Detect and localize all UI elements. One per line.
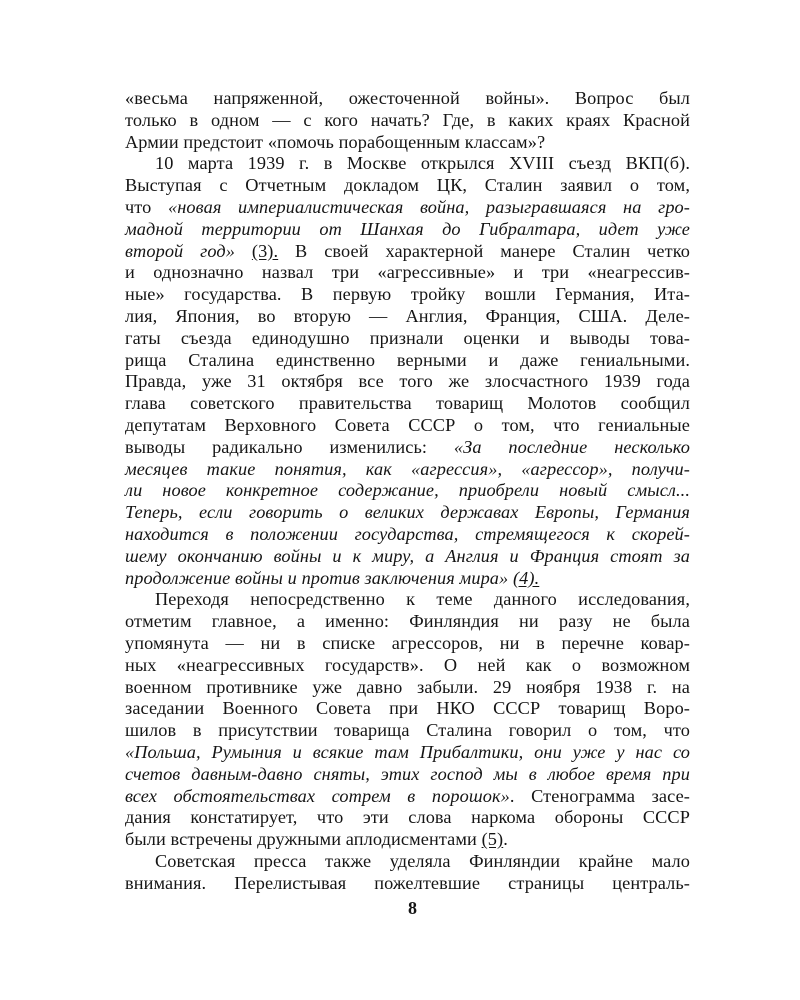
text-line bbox=[125, 546, 690, 568]
text-line bbox=[125, 589, 690, 611]
text-line bbox=[125, 415, 690, 437]
text-line bbox=[125, 568, 690, 590]
text-block bbox=[125, 88, 690, 894]
text-run: ные» государства. В первую тройку вошли Германия, Ита- bbox=[125, 284, 690, 305]
text-run: мадной территории от Шанхая до Гибралтара, идет уже bbox=[125, 218, 690, 239]
text-run: продолжение войны и против заключения мира» bbox=[125, 567, 513, 588]
text-line bbox=[125, 524, 690, 546]
text-line bbox=[125, 611, 690, 633]
text-line bbox=[125, 110, 690, 132]
text-line bbox=[125, 262, 690, 284]
text-run: дания констатирует, что эти слова наркома обороны СССР bbox=[125, 807, 690, 828]
text-run: 10 марта 1939 г. в Москве открылся XVIII съезд ВКП(б). bbox=[155, 153, 690, 174]
text-line bbox=[125, 807, 690, 829]
text-line bbox=[125, 633, 690, 655]
text-run: ли новое конкретное содержание, приобрели новый смысл... bbox=[125, 480, 690, 501]
text-run: отметим главное, а именно: Финляндия ни разу не была bbox=[125, 611, 690, 632]
text-line bbox=[125, 175, 690, 197]
text-line bbox=[125, 241, 690, 263]
text-line bbox=[125, 284, 690, 306]
footnote-link[interactable]: (4). bbox=[512, 567, 540, 588]
text-run: заседании Военного Совета при НКО СССР товарищ Воро- bbox=[125, 698, 690, 719]
footnote-link[interactable]: (3). bbox=[251, 240, 279, 261]
text-line bbox=[125, 698, 690, 720]
text-line bbox=[125, 720, 690, 742]
text-run: Теперь, если говорить о великих державах Европы, Германия bbox=[125, 502, 690, 523]
text-run: Армии предстоит «помочь порабощенным классам»? bbox=[125, 131, 546, 152]
text-line bbox=[125, 873, 690, 895]
text-line bbox=[125, 153, 690, 175]
text-run: выводы радикально изменились: bbox=[125, 436, 454, 457]
text-run: Правда, уже 31 октября все того же злосчастного 1939 года bbox=[125, 371, 690, 392]
text-line bbox=[125, 829, 690, 851]
text-line bbox=[125, 371, 690, 393]
text-line bbox=[125, 459, 690, 481]
text-line bbox=[125, 350, 690, 372]
text-line bbox=[125, 764, 690, 786]
text-run: второй год» bbox=[125, 240, 252, 261]
text-line bbox=[125, 742, 690, 764]
text-run: «За последние несколько bbox=[453, 436, 690, 457]
text-run: Переходя непосредственно к теме данного исследования, bbox=[155, 589, 690, 610]
text-run: были встречены дружными аплодисментами bbox=[125, 829, 482, 850]
text-run: . Стенограмма засе- bbox=[509, 785, 690, 806]
text-run: внимания. Перелистывая пожелтевшие страницы централь- bbox=[125, 872, 690, 893]
text-line bbox=[125, 655, 690, 677]
text-run: депутатам Верховного Совета СССР о том, что гениальные bbox=[125, 414, 690, 435]
text-line bbox=[125, 219, 690, 241]
text-run: счетов давным-давно сняты, этих господ мы в любое время при bbox=[125, 763, 690, 784]
text-line bbox=[125, 132, 690, 154]
text-run: военном противнике уже давно забыли. 29 ноября 1938 г. на bbox=[125, 676, 690, 697]
text-run: упомянута — ни в списке агрессоров, ни в перечне ковар- bbox=[125, 632, 690, 653]
footnote-link[interactable]: (5) bbox=[481, 829, 504, 850]
text-line bbox=[125, 393, 690, 415]
text-run: В своей характерной манере Сталин четко bbox=[278, 240, 690, 261]
text-run: Выступая с Отчетным докладом ЦК, Сталин заявил о том, bbox=[125, 175, 690, 196]
text-line bbox=[125, 480, 690, 502]
text-run: . bbox=[503, 829, 508, 850]
text-run: шему окончанию войны и к миру, а Англия и Франция стоят за bbox=[125, 545, 690, 566]
text-line bbox=[125, 88, 690, 110]
text-run: и однозначно назвал три «агрессивные» и три «неагрессив- bbox=[125, 262, 690, 283]
text-line bbox=[125, 306, 690, 328]
text-run: «Польша, Румыния и всякие там Прибалтики, они уже у нас со bbox=[125, 741, 690, 762]
text-run: лия, Япония, во вторую — Англия, Франция, США. Деле- bbox=[125, 305, 690, 326]
text-run: месяцев такие понятия, как «агрессия», «агрессор», получи- bbox=[125, 458, 690, 479]
text-line bbox=[125, 197, 690, 219]
text-run: что bbox=[125, 196, 169, 217]
text-line bbox=[125, 786, 690, 808]
text-run: всех обстоятельствах сотрем в порошок» bbox=[125, 785, 510, 806]
text-line bbox=[125, 437, 690, 459]
text-run: «новая империалистическая война, разыгравшаяся на гро- bbox=[168, 196, 690, 217]
text-run: глава советского правительства товарищ Молотов сообщил bbox=[125, 393, 690, 414]
text-run: Советская пресса также уделяла Финляндии крайне мало bbox=[155, 850, 690, 871]
text-line bbox=[125, 677, 690, 699]
text-run: шилов в присутствии товарища Сталина говорил о том, что bbox=[125, 720, 690, 741]
text-run: гаты съезда единодушно признали оценки и выводы това- bbox=[125, 327, 690, 348]
text-line bbox=[125, 851, 690, 873]
text-run: ных «неагрессивных государств». О ней как о возможном bbox=[125, 654, 690, 675]
text-run: находится в положении государства, стремящегося к скорей- bbox=[125, 523, 690, 544]
text-run: рища Сталина единственно верными и даже гениальными. bbox=[125, 349, 690, 370]
text-line bbox=[125, 502, 690, 524]
page-number: 8 bbox=[408, 898, 417, 918]
text-run: только в одном — с кого начать? Где, в каких краях Красной bbox=[125, 109, 690, 130]
text-line bbox=[125, 328, 690, 350]
text-run: «весьма напряженной, ожесточенной войны». Вопрос был bbox=[125, 88, 690, 108]
